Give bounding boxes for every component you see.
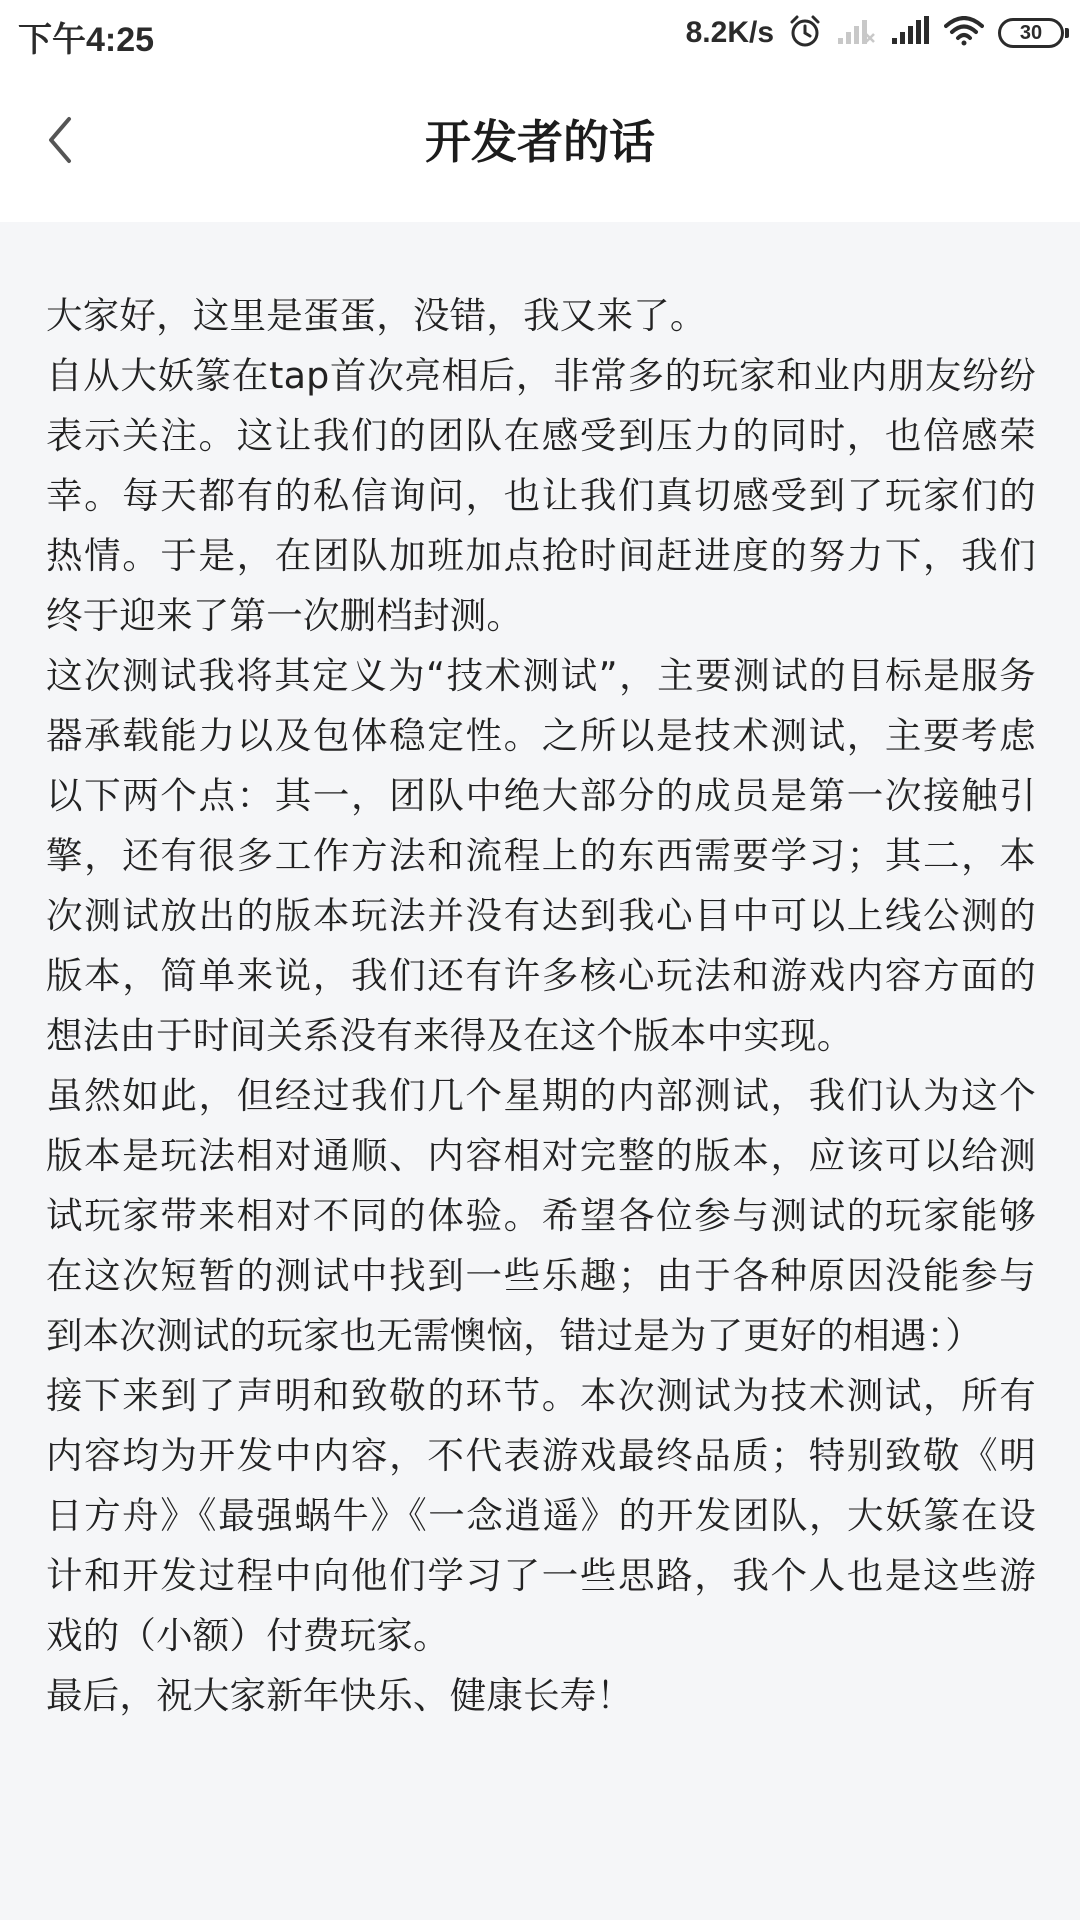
page-title: 开发者的话 — [425, 115, 655, 169]
status-bar — [0, 0, 1080, 66]
article-paragraph: 虽然如此，但经过我们几个星期的内部测试，我们认为这个版本是玩法相对通顺、内容相对完整的版本，应该可以给测试玩家带来相对不同的体验。希望各位参与测试的玩家能够在这次短暂的测试中找到一些乐趣；由于各种原因没能参与到本次测试的玩家也无需懊恼，错过是为了更好的相遇：） — [46, 1074, 1036, 1357]
article-paragraph: 这次测试我将其定义为“技术测试”，主要测试的目标是服务器承载能力以及包体稳定性。之所以是技术测试，主要考虑以下两个点：其一，团队中绝大部分的成员是第一次接触引擎，还有很多工作方法和流程上的东西需要学习；其二，本次测试放出的版本玩法并没有达到我心目中可以上线公测的版本，简单来说，我们还有许多核心玩法和游戏内容方面的想法由于时间关系没有来得及在这个版本中实现。 — [46, 654, 1036, 1057]
article-paragraph: 最后，祝大家新年快乐、健康长寿！ — [46, 1674, 634, 1717]
network-speed: 8.2K/s — [685, 16, 774, 49]
status-icons — [686, 12, 1064, 54]
article-paragraph: 自从大妖篆在tap首次亮相后，非常多的玩家和业内朋友纷纷表示关注。这让我们的团队在感受到压力的同时，也倍感荣幸。每天都有的私信询问，也让我们真切感受到了玩家们的热情。于是，在团队加班加点抢时间赶进度的努力下，我们终于迎来了第一次删档封测。 — [46, 354, 1036, 637]
article-body — [46, 286, 1036, 1726]
signal-icon — [890, 16, 930, 50]
battery-icon — [998, 18, 1064, 48]
battery-tip — [1065, 28, 1069, 38]
article-container[interactable] — [0, 222, 1080, 1920]
article-paragraph: 大家好，这里是蛋蛋，没错，我又来了。 — [46, 294, 707, 337]
alarm-icon — [788, 14, 822, 52]
article-paragraph: 接下来到了声明和致敬的环节。本次测试为技术测试，所有内容均为开发中内容，不代表游戏最终品质；特别致敬《明日方舟》《最强蜗牛》《一念逍遥》的开发团队，大妖篆在设计和开发过程中向他们学习了一些思路，我个人也是这些游戏的（小额）付费玩家。 — [46, 1374, 1036, 1657]
wifi-icon — [944, 16, 984, 50]
status-time: 下午4:25 — [18, 21, 155, 59]
battery-level: 30 — [1019, 21, 1043, 44]
header — [0, 66, 1080, 222]
signal-muted-icon — [836, 16, 876, 50]
